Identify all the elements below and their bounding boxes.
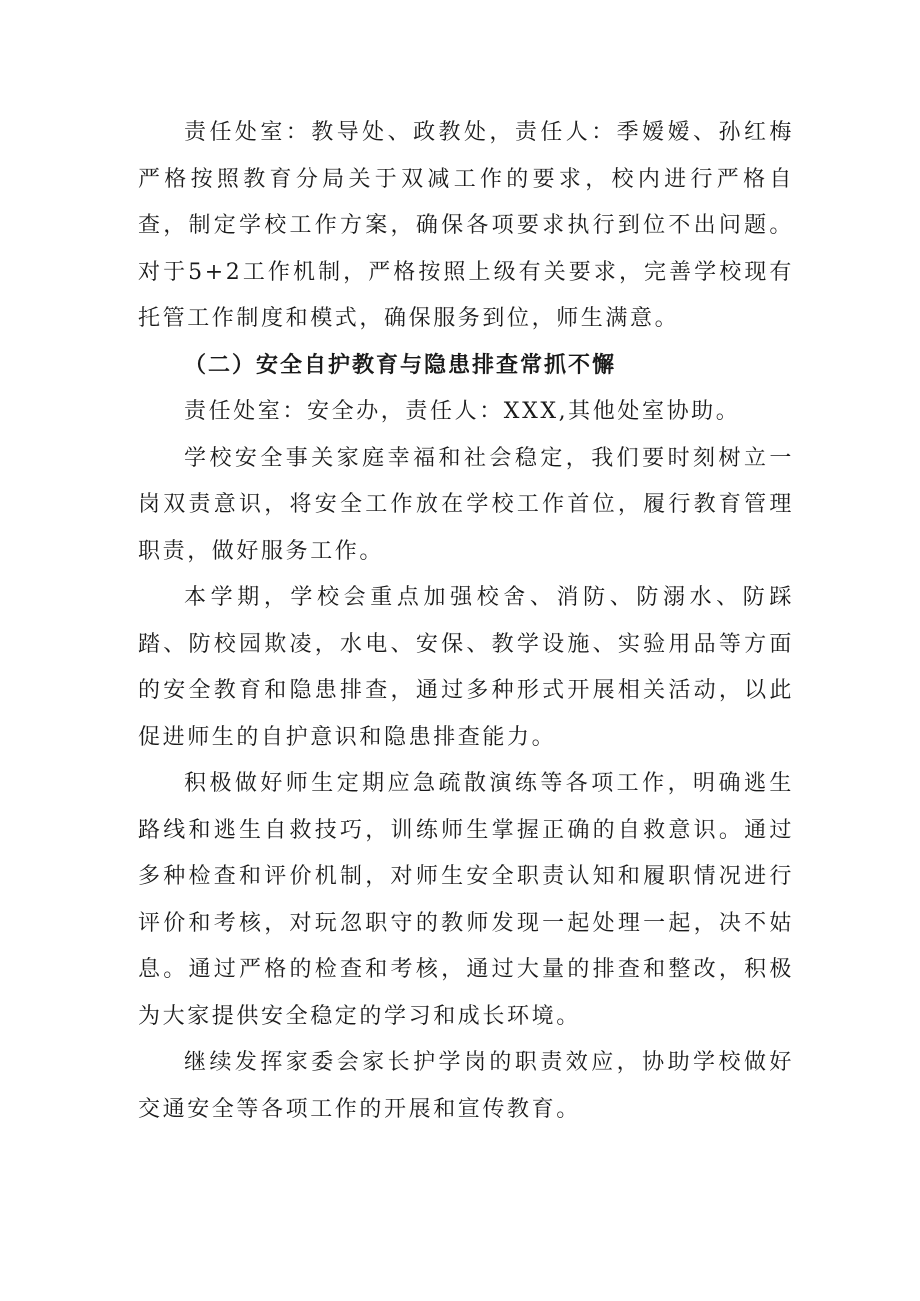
document-body (138, 110, 794, 1133)
paragraph-responsibility-safety: 责任处室：安全办，责任人：XXX,其他处室协助。 (184, 399, 741, 424)
paragraph-semester-focus: 本学期，学校会重点加强校舍、消防、防溺水、防踩踏、防校园欺凌，水电、安保、教学设施、实验用品等方面的安全教育和隐患排查，通过多种形式开展相关活动，以此促进师生的自护意识和隐患排查能力。 (138, 585, 794, 750)
paragraph-safety-importance: 学校安全事关家庭幸福和社会稳定，我们要时刻树立一岗双责意识，将安全工作放在学校工作首位，履行教育管理职责，做好服务工作。 (138, 445, 794, 564)
paragraph-parent-committee: 继续发挥家委会家长护学岗的职责效应，协助学校做好交通安全等各项工作的开展和宣传教育。 (138, 1050, 794, 1122)
paragraph-responsibility-dual-reduction: 责任处室：教导处、政教处，责任人：季嫒嫒、孙红梅严格按照教育分局关于双减工作的要求，校内进行严格自查，制定学校工作方案，确保各项要求执行到位不出问题。对于5+2工作机制，严格按照上级有关要求，完善学校现有托管工作制度和模式，确保服务到位，师生满意。 (138, 120, 794, 331)
paragraph-emergency-drills: 积极做好师生定期应急疏散演练等各项工作，明确逃生路线和逃生自救技巧，训练师生掌握正确的自救意识。通过多种检查和评价机制，对师生安全职责认知和履职情况进行评价和考核，对玩忽职守的教师发现一起处理一起，决不姑息。通过严格的检查和考核，通过大量的排查和整改，积极为大家提供安全稳定的学习和成长环境。 (138, 771, 794, 1029)
section-heading-safety: （二）安全自护教育与隐患排查常抓不懈 (184, 352, 617, 378)
